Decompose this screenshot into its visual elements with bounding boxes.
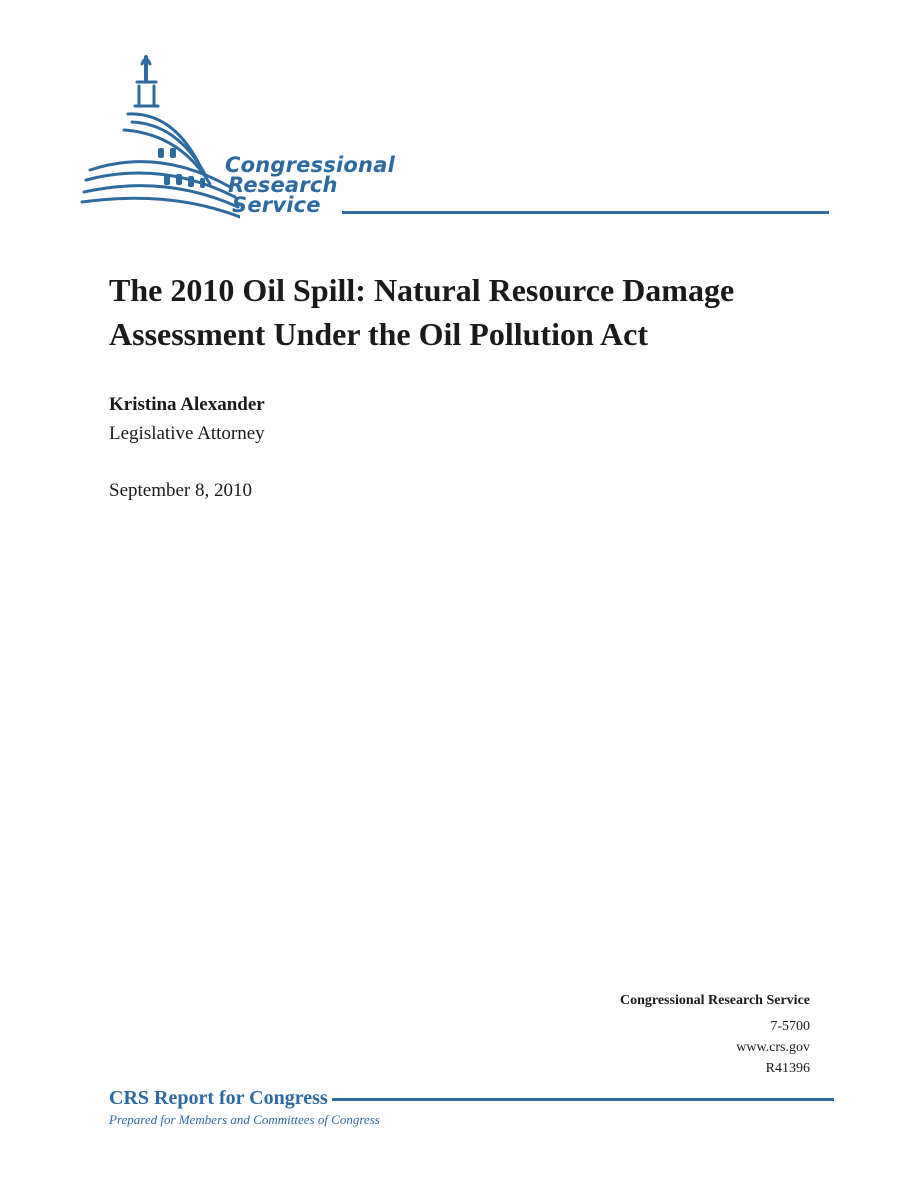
- footer: [109, 1085, 834, 1135]
- footer-subtitle: Prepared for Members and Committees of Congress: [109, 1112, 380, 1127]
- logo-divider: [342, 211, 829, 214]
- logo-line-research: Research: [228, 173, 338, 197]
- author-name: Kristina Alexander: [109, 394, 265, 415]
- logo-line-congressional: Congressional: [225, 153, 395, 177]
- info-website: www.crs.gov: [736, 1040, 810, 1055]
- footer-title: CRS Report for Congress: [109, 1085, 332, 1111]
- report-title: [109, 268, 829, 356]
- capitol-dome-icon: [80, 52, 240, 222]
- logo-line-service: Service: [232, 193, 321, 217]
- author-role: Legislative Attorney: [109, 423, 265, 444]
- report-title-line-2: Assessment Under the Oil Pollution Act: [109, 316, 648, 352]
- info-org: Congressional Research Service: [619, 993, 810, 1008]
- report-info-block: [620, 990, 810, 1079]
- report-date: September 8, 2010: [109, 480, 253, 501]
- info-phone: 7-5700: [770, 1019, 810, 1034]
- report-title-line-1: The 2010 Oil Spill: Natural Resource Damage: [109, 272, 735, 308]
- crs-logo: [80, 52, 840, 227]
- crs-wordmark: [225, 155, 395, 215]
- info-report-number: R41396: [765, 1061, 810, 1076]
